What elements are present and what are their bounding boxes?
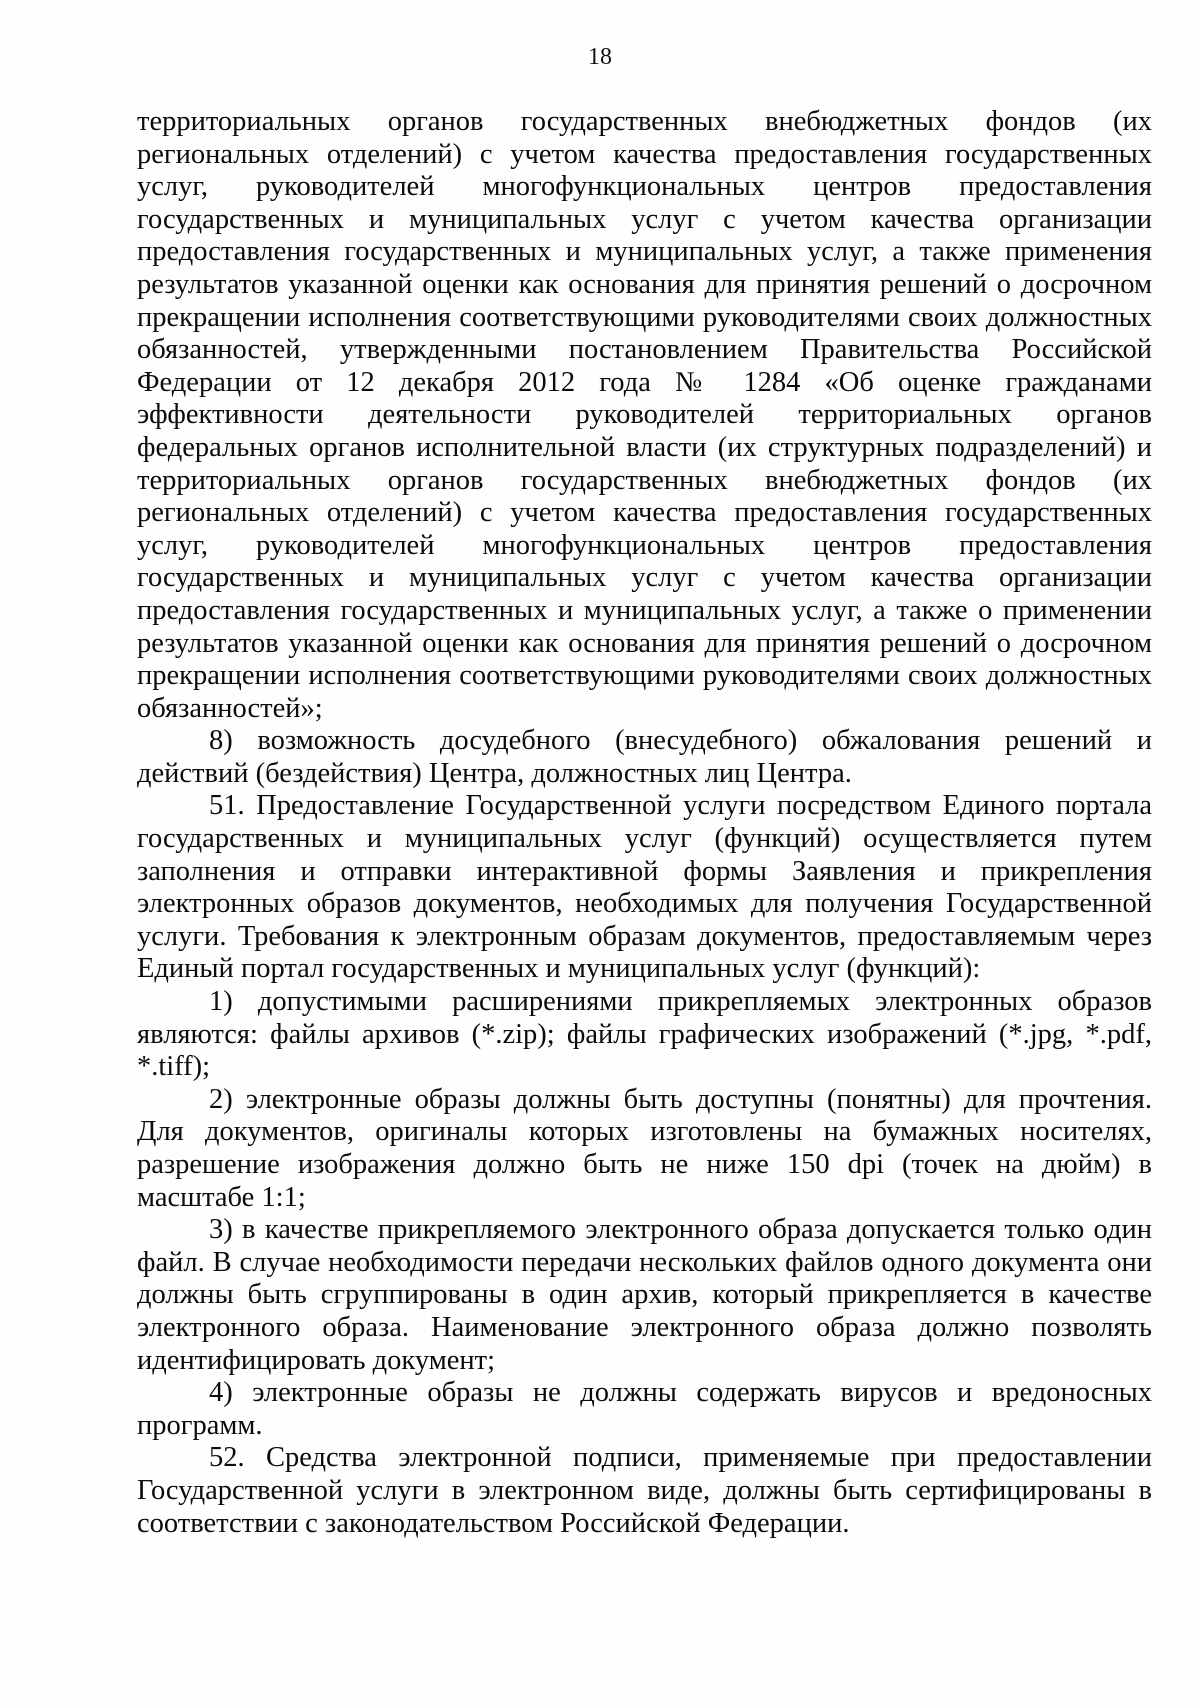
paragraph-item-4: 4) электронные образы не должны содержать вирусов и вредоносных программ. — [137, 1377, 1152, 1441]
paragraph-item-1: 1) допустимыми расширениями прикрепляемых электронных образов являются: файлы архивов (*.zip); файлы графических изображений (*.jpg, *.pdf, *.tiff); — [137, 986, 1152, 1083]
paragraph-item-3: 3) в качестве прикрепляемого электронного образа допускается только один файл. В случае необходимости передачи нескольких файлов одного документа они должны быть сгруппированы в один архив, который прикрепляется в качестве электронного образа. Наименование электронного образа должно позволять идентифицировать документ; — [137, 1214, 1152, 1376]
paragraph-continuation: территориальных органов государственных внебюджетных фондов (их региональных отделений) с учетом качества предоставления государственных услуг, руководителей многофункциональных центров предоставления государственных и муниципальных услуг с учетом качества организации предоставления государственных и муниципальных услуг, а также применения результатов указанной оценки как основания для принятия решений о досрочном прекращении исполнения соответствующими руководителями своих должностных обязанностей, утвержденными постановлением Правительства Российской Федерации от 12 декабря 2012 года № 1284 «Об оценке гражданами эффективности деятельности руководителей территориальных органов федеральных органов исполнительной власти (их структурных подразделений) и территориальных органов государственных внебюджетных фондов (их региональных отделений) с учетом качества предоставления государственных услуг, руководителей многофункциональных центров предоставления государственных и муниципальных услуг с учетом качества организации предоставления государственных и муниципальных услуг, а также о применении результатов указанной оценки как основания для принятия решений о досрочном прекращении исполнения соответствующими руководителями своих должностных обязанностей»; — [137, 106, 1152, 724]
paragraph-item-8: 8) возможность досудебного (внесудебного) обжалования решений и действий (бездействия) Центра, должностных лиц Центра. — [137, 725, 1152, 789]
document-body — [137, 106, 1152, 1540]
paragraph-section-51: 51. Предоставление Государственной услуги посредством Единого портала государственных и муниципальных услуг (функций) осуществляется путем заполнения и отправки интерактивной формы Заявления и прикрепления электронных образов документов, необходимых для получения Государственной услуги. Требования к электронным образам документов, предоставляемым через Единый портал государственных и муниципальных услуг (функций): — [137, 790, 1152, 985]
paragraph-item-2: 2) электронные образы должны быть доступны (понятны) для прочтения. Для документов, оригиналы которых изготовлены на бумажных носителях, разрешение изображения должно быть не ниже 150 dpi (точек на дюйм) в масштабе 1:1; — [137, 1083, 1152, 1213]
paragraph-section-52: 52. Средства электронной подписи, применяемые при предоставлении Государственной услуги в электронном виде, должны быть сертифицированы в соответствии с законодательством Российской Федерации. — [137, 1442, 1152, 1539]
page-number: 18 — [588, 44, 612, 70]
